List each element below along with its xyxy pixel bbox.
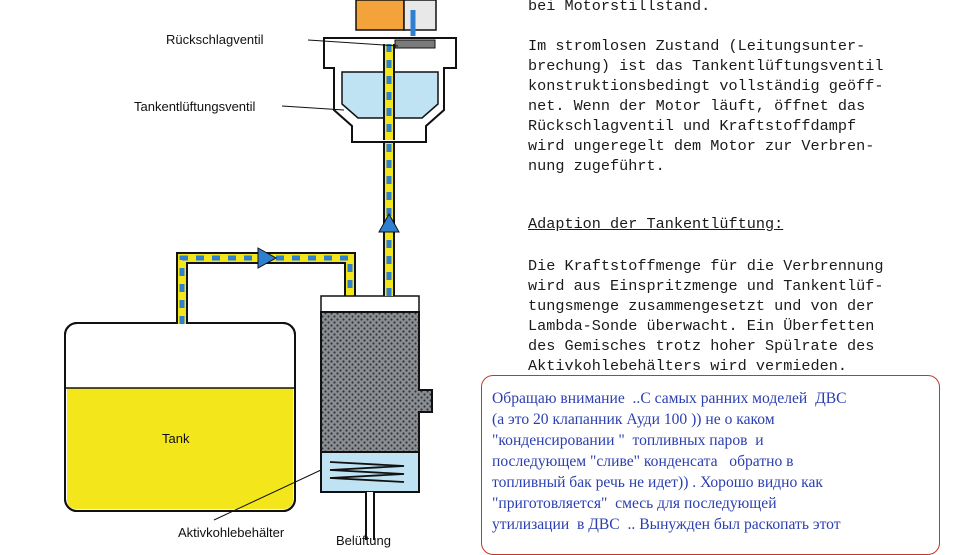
tank-label: Tank [162,431,190,446]
text-line: Lambda-Sonde überwacht. Ein Überfetten [528,317,875,335]
text-line: wird ungeregelt dem Motor zur Verbren- [528,137,875,155]
note-line: топливный бак речь не идет)) . Хорошо видно как [492,474,823,491]
flow-arrow-icon [379,214,399,232]
text-line: Im stromlosen Zustand (Leitungsunter- [528,37,866,55]
canister-label: Aktivkohlebehälter [178,525,285,540]
evap-system-diagram [0,0,480,548]
text-line: nung zugeführt. [528,157,665,175]
section-heading: Adaption der Tankentlüftung: [528,215,784,233]
note-line: Обращаю внимание ..С самых ранних моделей ДВС [492,390,847,407]
text-line: tungsmenge zusammengesetzt und von der [528,297,875,315]
fuel-tank [65,323,295,511]
text-line: brechung) ist das Tankentlüftungsventil [528,57,884,75]
text-line: Rückschlagventil und Kraftstoffdampf [528,117,857,135]
note-line: последующем "сливе" конденсата обратно в [492,453,794,470]
text-line: konstruktionsbedingt vollständig geöff- [528,77,884,95]
tank-vent-valve [324,0,456,142]
text-line: Aktivkohlebehälters wird vermieden. [528,357,847,375]
text-line: wird aus Einspritzmenge und Tankentlüf- [528,277,884,295]
note-line: утилизации в ДВС .. Вынужден был раскопать этот [492,516,841,533]
vent-label: Belüftung [336,533,391,548]
note-line: (а это 20 клапанник Ауди 100 )) не о каком [492,411,775,428]
carbon-canister [321,296,432,540]
check-valve-label: Rückschlagventil [166,32,264,47]
flow-arrow-icon [258,248,276,268]
text-line: Die Kraftstoffmenge für die Verbrennung [528,257,884,275]
text-line: des Gemisches trotz hoher Spülrate des [528,337,875,355]
tank-valve-label: Tankentlüftungsventil [134,99,256,114]
text-line-top: bei Motorstillstand. [528,0,711,15]
annotation-note [481,375,940,555]
text-line: net. Wenn der Motor läuft, öffnet das [528,97,866,115]
note-line: "конденсировании " топливных паров и [492,432,764,449]
note-line: "приготовляется" смесь для последующей [492,495,777,512]
